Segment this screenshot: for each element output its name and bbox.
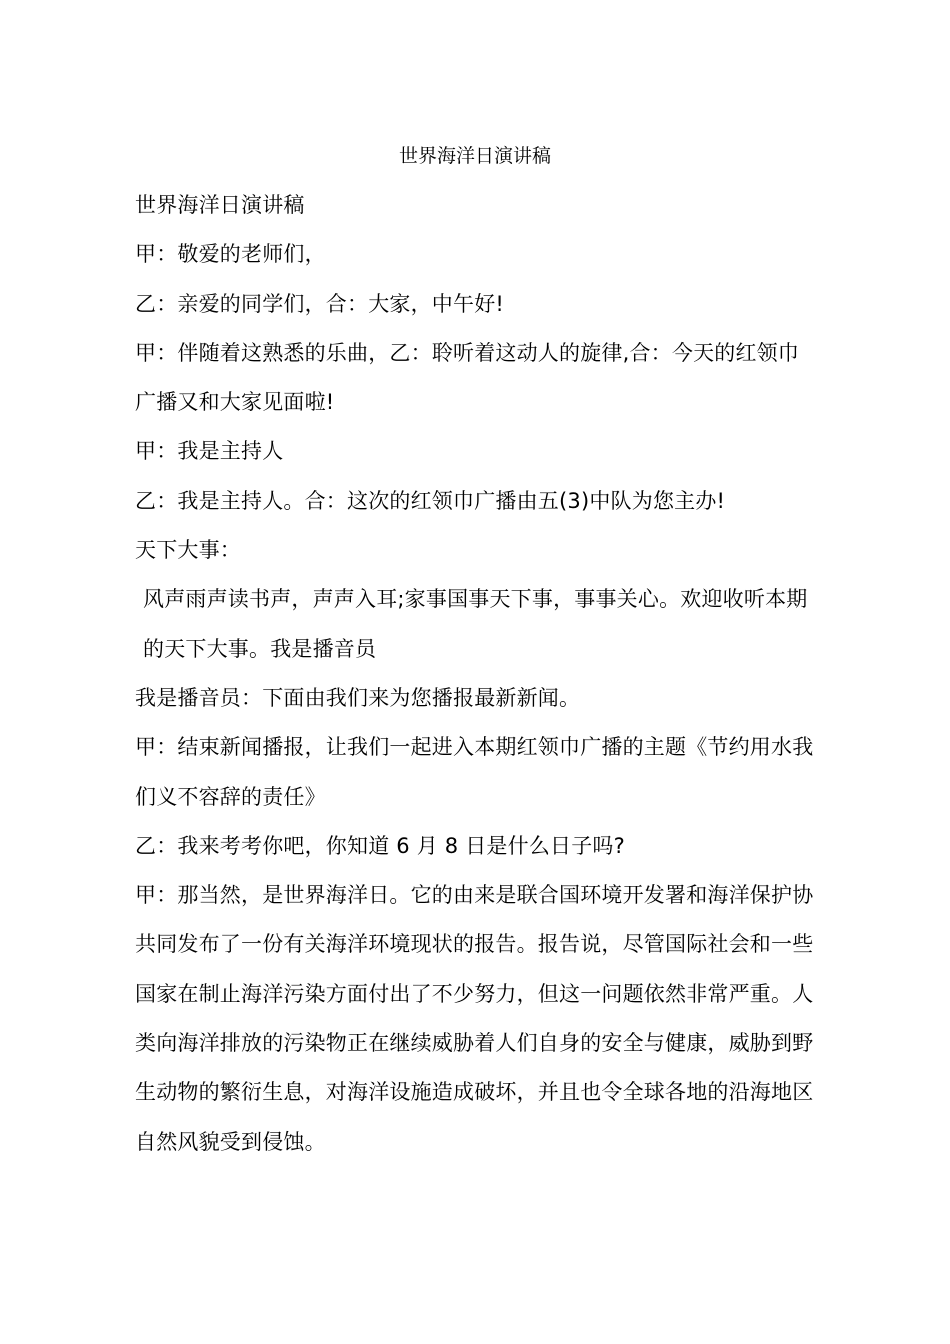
paragraph: 天下大事：	[135, 538, 241, 563]
paragraph-subtitle: 世界海洋日演讲稿	[135, 193, 305, 217]
paragraph: 甲：敬爱的老师们，	[135, 242, 326, 267]
document-body	[135, 181, 815, 1167]
paragraph: 乙：亲爱的同学们，合：大家，中午好!	[135, 291, 505, 316]
paragraph: 甲：结束新闻播报，让我们一起进入本期红领巾广播的主题《节约用水我们义不容辞的责任》	[135, 735, 814, 809]
document-title: 世界海洋日演讲稿	[398, 145, 551, 167]
paragraph: 甲：我是主持人	[135, 439, 284, 464]
paragraph: 甲：那当然，是世界海洋日。它的由来是联合国环境开发署和海洋保护协共同发布了一份有关海洋环境现状的报告。报告说，尽管国际社会和一些国家在制止海洋污染方面付出了不少努力，但这一问题依然非常严重。人类向海洋排放的污染物正在继续威胁着人们自身的安全与健康，威胁到野生动物的繁衍生息，对海洋设施造成破坏，并且也令全球各地的沿海地区自然风貌受到侵蚀。	[135, 883, 814, 1154]
paragraph: 乙：我是主持人。合：这次的红领巾广播由五(3)中队为您主办!	[135, 488, 726, 513]
paragraph: 我是播音员：下面由我们来为您播报最新新闻。	[135, 685, 581, 710]
paragraph: 乙：我来考考你吧，你知道 6 月 8 日是什么日子吗?	[135, 833, 625, 858]
paragraph: 甲：伴随着这熟悉的乐曲，乙：聆听着这动人的旋律,合：今天的红领巾广播又和大家见面啦!	[135, 340, 800, 415]
paragraph: 风声雨声读书声，声声入耳;家事国事天下事，事事关心。欢迎收听本期的天下大事。我是播音员	[143, 587, 808, 661]
